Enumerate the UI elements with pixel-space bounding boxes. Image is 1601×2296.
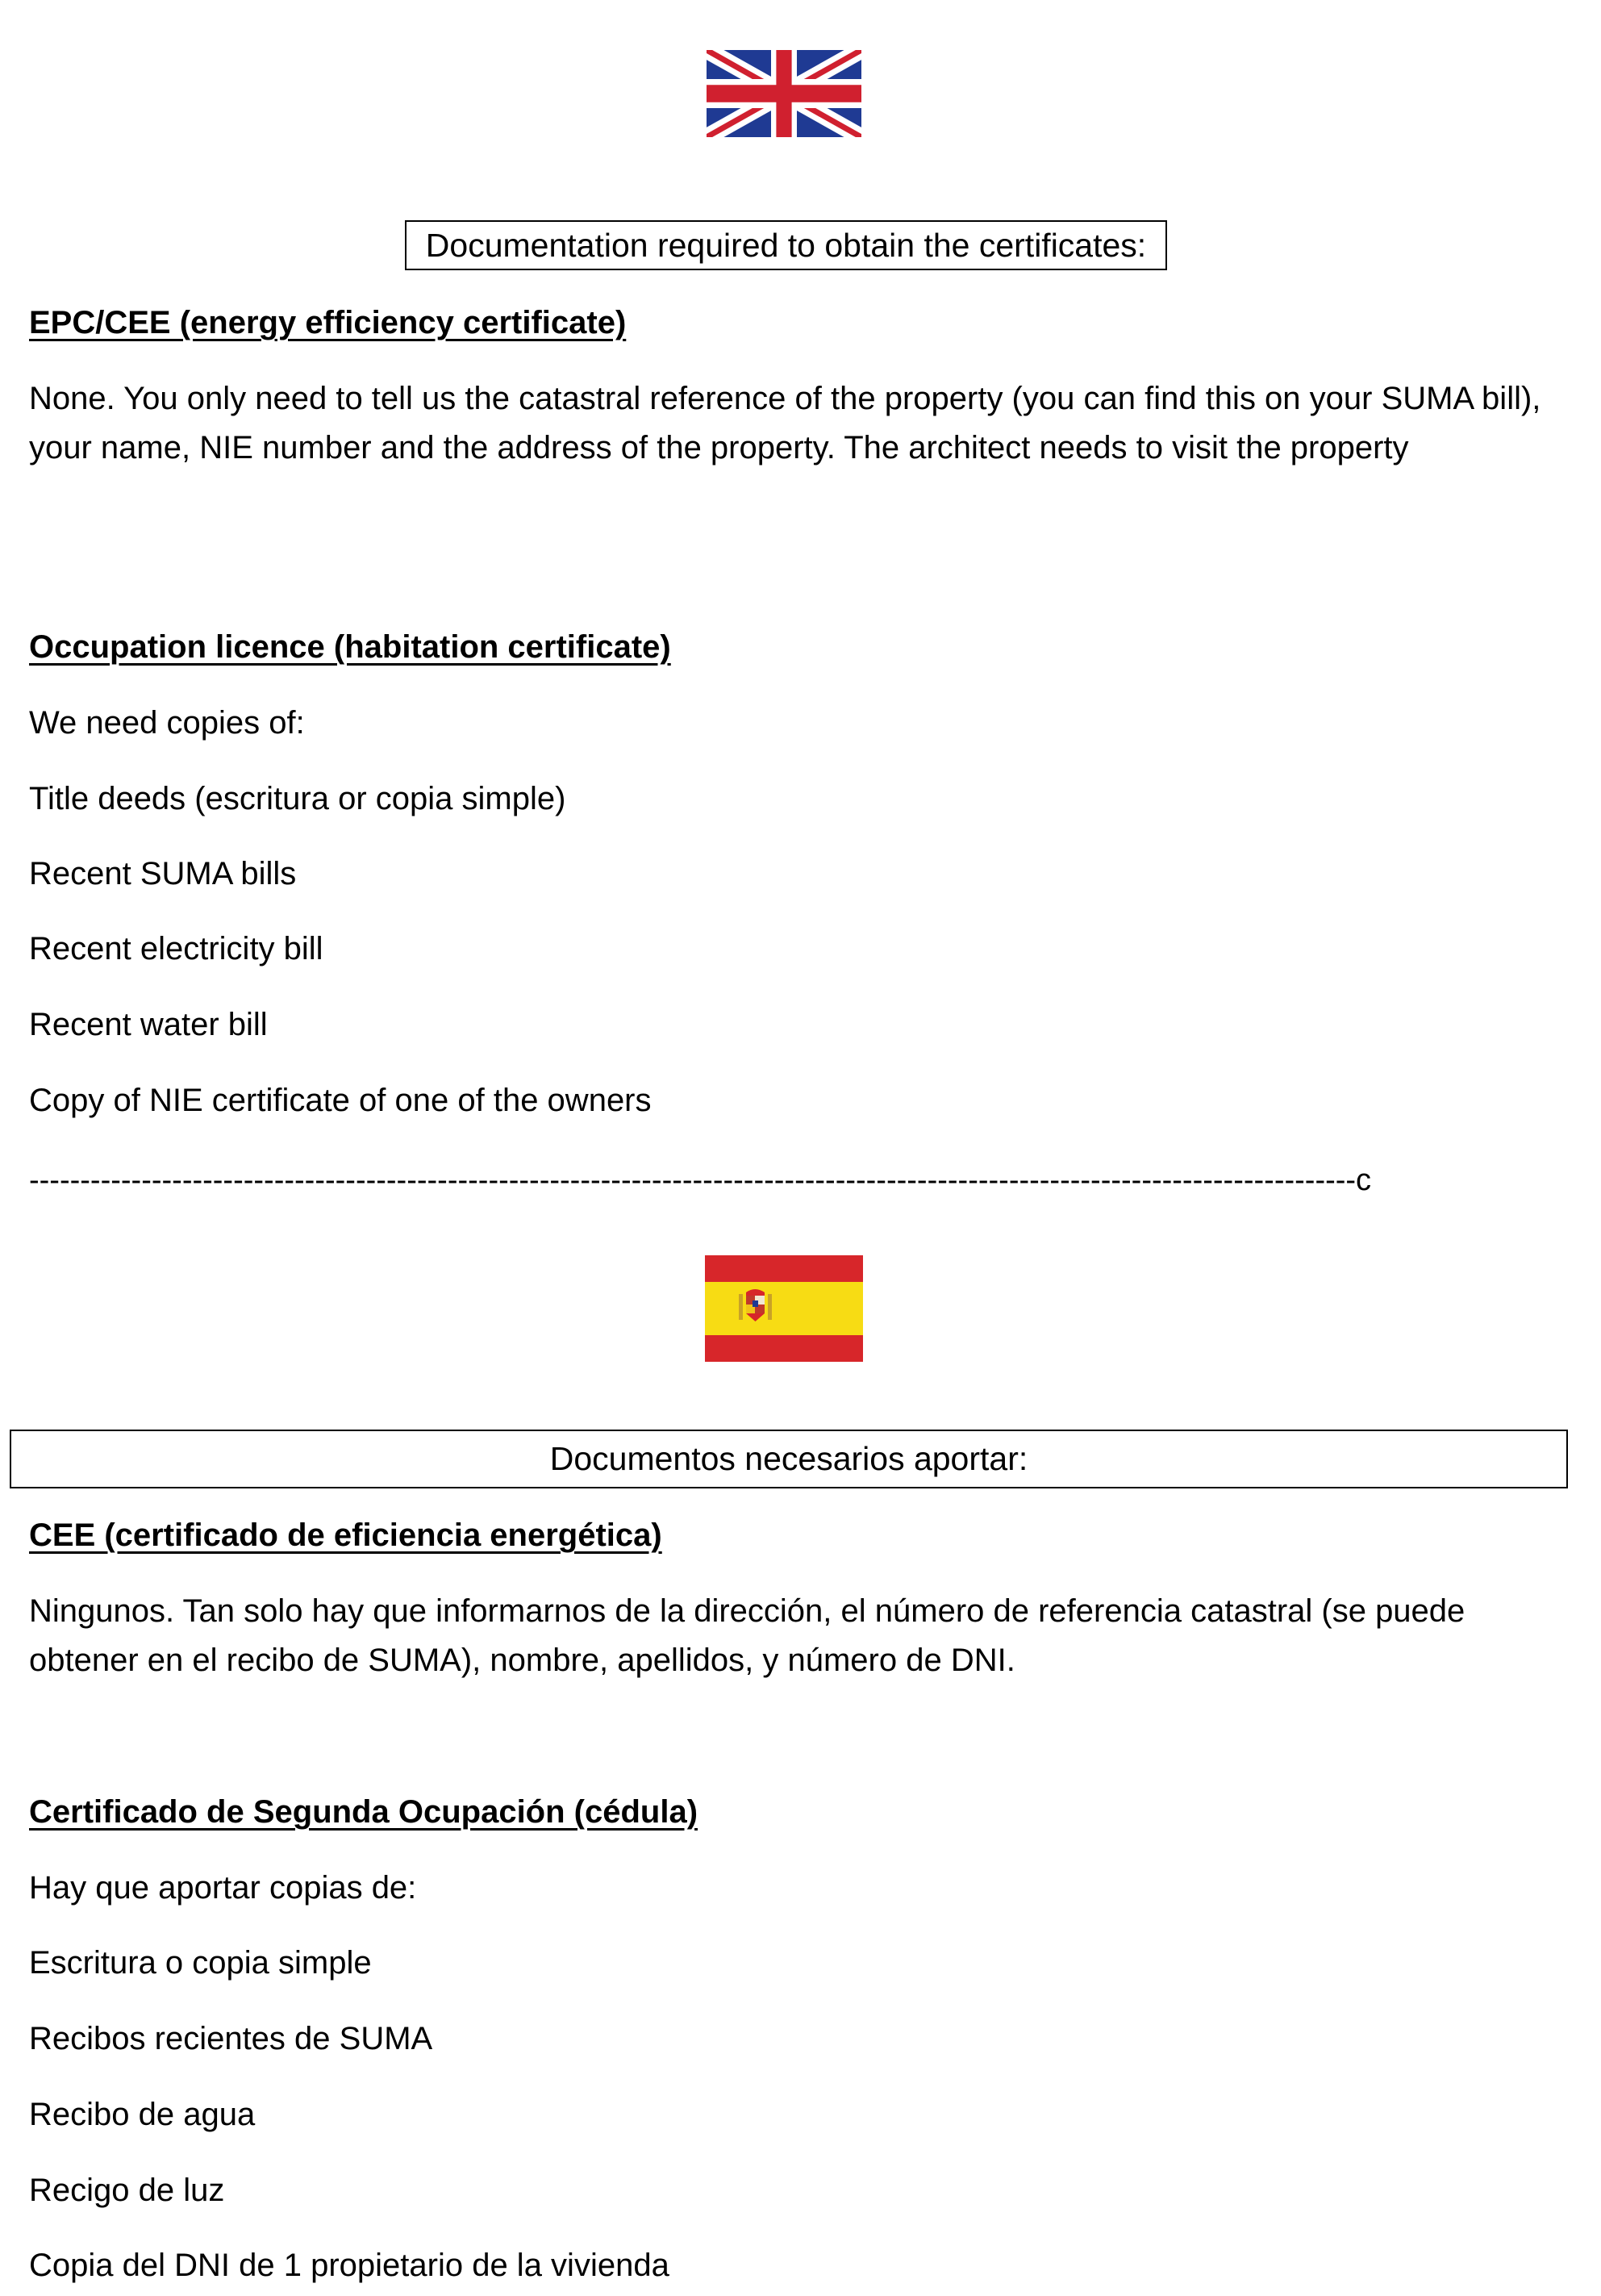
cee-heading: CEE (certificado de eficiencia energética) (29, 1517, 662, 1553)
uk-flag-icon (707, 50, 861, 137)
list-item: Recigo de luz (29, 2173, 225, 2208)
list-item: Copia del DNI de 1 propietario de la vivienda (29, 2248, 669, 2283)
list-item: Recibo de agua (29, 2097, 256, 2132)
section-separator: ----------------------------------------------------------------------------------------------------------------------------------c (29, 1163, 1372, 1197)
spanish-title-box (10, 1430, 1568, 1488)
epc-body: None. You only need to tell us the catastral reference of the property (you can find this on your SUMA bill), your name, NIE number and the address of the property. The architect needs to visit the property (29, 381, 1541, 465)
list-item: Copy of NIE certificate of one of the owners (29, 1083, 652, 1118)
occupation-intro: We need copies of: (29, 705, 305, 741)
segunda-heading: Certificado de Segunda Ocupación (cédula) (29, 1794, 698, 1830)
list-item: Recent SUMA bills (29, 856, 297, 891)
list-item: Escritura o copia simple (29, 1945, 372, 1981)
list-item: Recibos recientes de SUMA (29, 2021, 433, 2056)
english-title: Documentation required to obtain the certificates: (425, 226, 1147, 264)
occupation-heading: Occupation licence (habitation certificate) (29, 629, 671, 665)
cee-body: Ningunos. Tan solo hay que informarnos de la dirección, el número de referencia catastral (se puede obtener en el recibo de SUMA), nombre, apellidos, y número de DNI. (29, 1593, 1465, 1678)
list-item: Recent electricity bill (29, 931, 323, 966)
english-title-box (405, 220, 1167, 270)
segunda-intro: Hay que aportar copias de: (29, 1870, 417, 1906)
epc-heading: EPC/CEE (energy efficiency certificate) (29, 305, 627, 340)
list-item: Title deeds (escritura or copia simple) (29, 781, 566, 816)
list-item: Recent water bill (29, 1007, 268, 1042)
spanish-title: Documentos necesarios aportar: (549, 1440, 1028, 1477)
spain-flag-icon (705, 1255, 863, 1362)
